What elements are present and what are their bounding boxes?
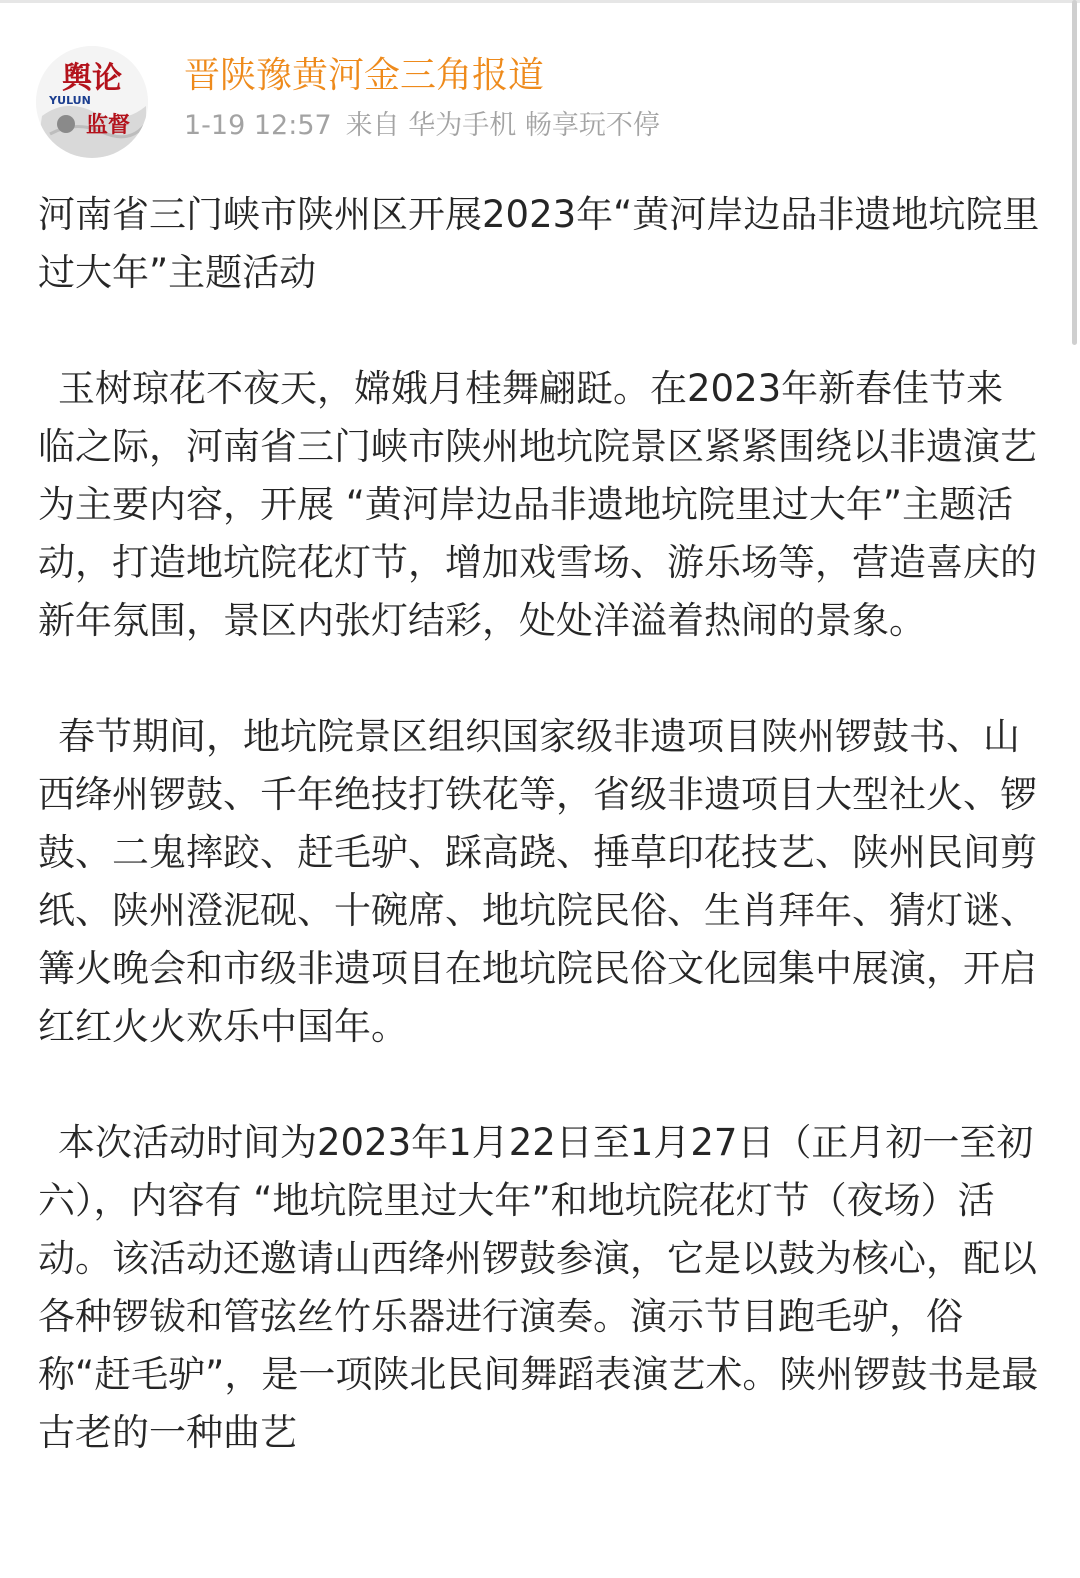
post-paragraph: 玉树琼花不夜天，嫦娥月桂舞翩跹。在2023年新春佳节来临之际，河南省三门峡市陕州地坑院景区紧紧围绕以非遗演艺为主要内容，开展 “黄河岸边品非遗地坑院里过大年”主题活动，打造地坑院花灯节，增加戏雪场、游乐场等，营造喜庆的新年氛围，景区内张灯结彩，处处洋溢着热闹的景象。 xyxy=(38,367,1037,642)
post-header xyxy=(36,44,1036,164)
post-paragraph: 春节期间，地坑院景区组织国家级非遗项目陕州锣鼓书、山西绛州锣鼓、千年绝技打铁花等，省级非遗项目大型社火、锣鼓、二鬼摔跤、赶毛驴、踩高跷、捶草印花技艺、陕州民间剪纸、陕州澄泥砚、十碗席、地坑院民俗、生肖拜年、猜灯谜、篝火晚会和市级非遗项目在地坑院民俗文化园集中展演，开启红红火火欢乐中国年。 xyxy=(38,715,1037,1048)
post-title: 河南省三门峡市陕州区开展2023年“黄河岸边品非遗地坑院里过大年”主题活动 xyxy=(38,193,1040,294)
post-body xyxy=(38,186,1040,1520)
top-divider xyxy=(0,0,1080,3)
avatar-text-bottom: 监督 xyxy=(85,112,131,138)
post-paragraph: 本次活动时间为2023年1月22日至1月27日（正月初一至初六），内容有 “地坑院里过大年”和地坑院花灯节（夜场）活动。该活动还邀请山西绛州锣鼓参演，它是以鼓为核心，配以各种锣钹和管弦丝竹乐器进行演奏。演示节目跑毛驴，俗称“赶毛驴”，是一项陕北民间舞蹈表演艺术。陕州锣鼓书是最古老的一种曲艺 xyxy=(38,1121,1039,1454)
post-meta xyxy=(184,108,674,144)
yulun-jiandu-logo-icon xyxy=(36,46,148,158)
author-avatar[interactable] xyxy=(36,46,148,158)
avatar-text-top: 舆论 xyxy=(62,61,122,96)
scrollbar[interactable] xyxy=(1072,0,1077,345)
post-time: 1-19 12:57 xyxy=(184,110,332,141)
author-name[interactable]: 晋陕豫黄河金三角报道 xyxy=(184,55,545,96)
post-source: 来自 华为手机 畅享玩不停 xyxy=(345,110,660,141)
avatar-text-en: YULUN xyxy=(49,94,91,107)
